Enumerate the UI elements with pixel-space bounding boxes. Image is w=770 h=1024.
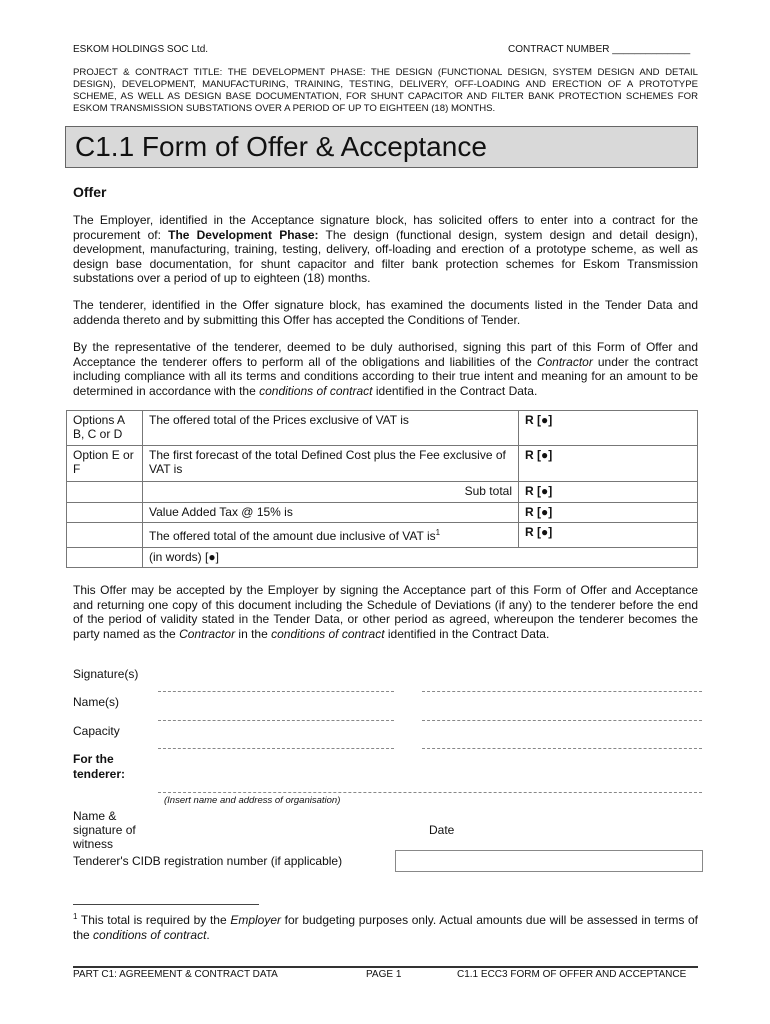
text: signature of [73,823,136,837]
text: identified in the Contract Data. [384,626,550,641]
table-row [67,411,698,446]
text: For the [73,752,114,766]
subtotal-label: Sub total [143,482,519,503]
offer-heading: Offer [73,184,107,200]
page-title: C1.1 Form of Offer & Acceptance [75,131,487,162]
text: The offered total of the amount due inclusive of VAT is [149,529,436,543]
company-name: ESKOM HOLDINGS SOC Ltd. [73,44,209,55]
description-cell: Value Added Tax @ 15% is [143,502,519,523]
footer-page-number: PAGE 1 [366,969,402,980]
amount-cell[interactable]: R [●] [519,411,698,446]
description-cell: The first forecast of the total Defined Cost plus the Fee exclusive of VAT is [143,446,519,482]
text: This Offer may be accepted by the Employer by signing the Acceptance part of this Form of Offer and Acceptance and returning one copy of this document including the Schedule of Deviations (if any) to the tenderer before the end of the period of validity stated in the Tender Data, or other period as agreed, whereupon the tenderer becomes the party named as the [73,583,698,641]
text: This total is required by the [77,913,231,927]
footer-left: PART C1: AGREEMENT & CONTRACT DATA [73,969,278,980]
name-line[interactable] [158,720,394,721]
contract-number: CONTRACT NUMBER ______________ [508,44,691,55]
for-tenderer-label [73,752,125,782]
text: tenderer: [73,767,126,781]
capacity-label: Capacity [73,724,120,738]
names-label: Name(s) [73,695,120,709]
text: for budgeting purposes only. Actual amounts due will be assessed in terms of the [73,913,698,942]
text: in the [235,626,272,641]
empty-cell [67,547,143,568]
witness-label [73,809,136,851]
text: The design (functional design, system design and detail design), development, manufacturing, training, testing, delivery, off-loading and erection of a prototype scheme, as well as design base documentation, for shunt capacitor and filter bank protection schemes for Eskom Transmission substations over a period of up to eighteen (18) months. [73,227,698,286]
footnote-number: 1 [73,912,78,921]
text-italic: Employer [230,913,281,927]
amount-cell[interactable]: R [●] [519,523,698,548]
para-representative [73,340,698,398]
para-tenderer-examined: The tenderer, identified in the Offer signature block, has examined the documents listed in the Tender Data and addenda thereto and by submitting this Offer has accepted the Conditions of Tender. [73,298,698,327]
amount-in-words[interactable]: (in words) [●] [143,547,698,568]
para-solicited-offers [73,213,698,286]
description-cell: The offered total of the Prices exclusive of VAT is [143,411,519,446]
option-cell: Option E or F [67,446,143,482]
text-bold: The Development Phase: [168,227,319,242]
text-italic: conditions of contract [271,626,385,641]
table-row [67,523,698,548]
table-row [67,547,698,568]
title-box [65,126,698,168]
text: By the representative of the tenderer, deemed to be duly authorised, signing this part of this Form of Offer and Acceptance the tenderer offers to perform all of the obligations and liabilities of the [73,340,698,369]
footnote-divider [73,904,259,905]
name-line[interactable] [422,720,702,721]
price-table [66,410,698,568]
footnote-ref: 1 [435,528,441,537]
empty-cell [67,502,143,523]
signature-line[interactable] [158,691,394,692]
amount-cell[interactable]: R [●] [519,446,698,482]
option-cell: Options A B, C or D [67,411,143,446]
footnote [73,910,698,942]
text: . [206,927,210,942]
text: witness [73,837,114,851]
table-row [67,446,698,482]
text: under the contract including compliance with all its terms and conditions according to their true intent and meaning for an amount to be determined in accordance with the [73,354,698,398]
signature-line[interactable] [422,691,702,692]
insert-organisation-note: (Insert name and address of organisation) [164,795,341,806]
text: The Employer, identified in the Acceptance signature block, has solicited offers to enter into a contract for the procurement of: [73,213,698,242]
text-italic: conditions of contract [259,383,373,398]
text: Name & [73,809,117,823]
table-row [67,502,698,523]
description-cell [143,523,519,548]
organisation-line[interactable] [158,792,702,793]
empty-cell [67,482,143,503]
capacity-line[interactable] [422,748,702,749]
footer-right: C1.1 ECC3 FORM OF OFFER AND ACCEPTANCE [457,969,687,980]
empty-cell [67,523,143,548]
footer-divider [73,966,698,968]
date-label: Date [429,823,455,837]
amount-cell[interactable]: R [●] [519,482,698,503]
table-row [67,482,698,503]
amount-cell[interactable]: R [●] [519,502,698,523]
text-italic: Contractor [179,626,236,641]
capacity-line[interactable] [158,748,394,749]
cidb-label: Tenderer's CIDB registration number (if applicable) [73,854,343,868]
text-italic: conditions of contract [93,927,207,942]
text-italic: Contractor [536,354,593,369]
signatures-label: Signature(s) [73,667,139,681]
text: identified in the Contract Data. [372,383,538,398]
project-title: PROJECT & CONTRACT TITLE: THE DEVELOPMENT PHASE: THE DESIGN (FUNCTIONAL DESIGN, SYSTEM DESIGN AND DETAIL DESIGN), DEVELOPMENT, MANUFACTURING, TRAINING, TESTING, DELIVERY, OFF-LOADING AND ERECTION OF A PROTOTYPE SCHEME, AS WELL AS DESIGN BASE DOCUMENTATION, FOR SHUNT CAPACITOR AND FILTER BANK PROTECTION SCHEMES FOR ESKOM TRANSMISSION SUBSTATIONS OVER A PERIOD OF UP TO EIGHTEEN (18) MONTHS. [73,67,698,114]
cidb-number-field[interactable] [395,850,703,872]
para-acceptance [73,583,698,641]
